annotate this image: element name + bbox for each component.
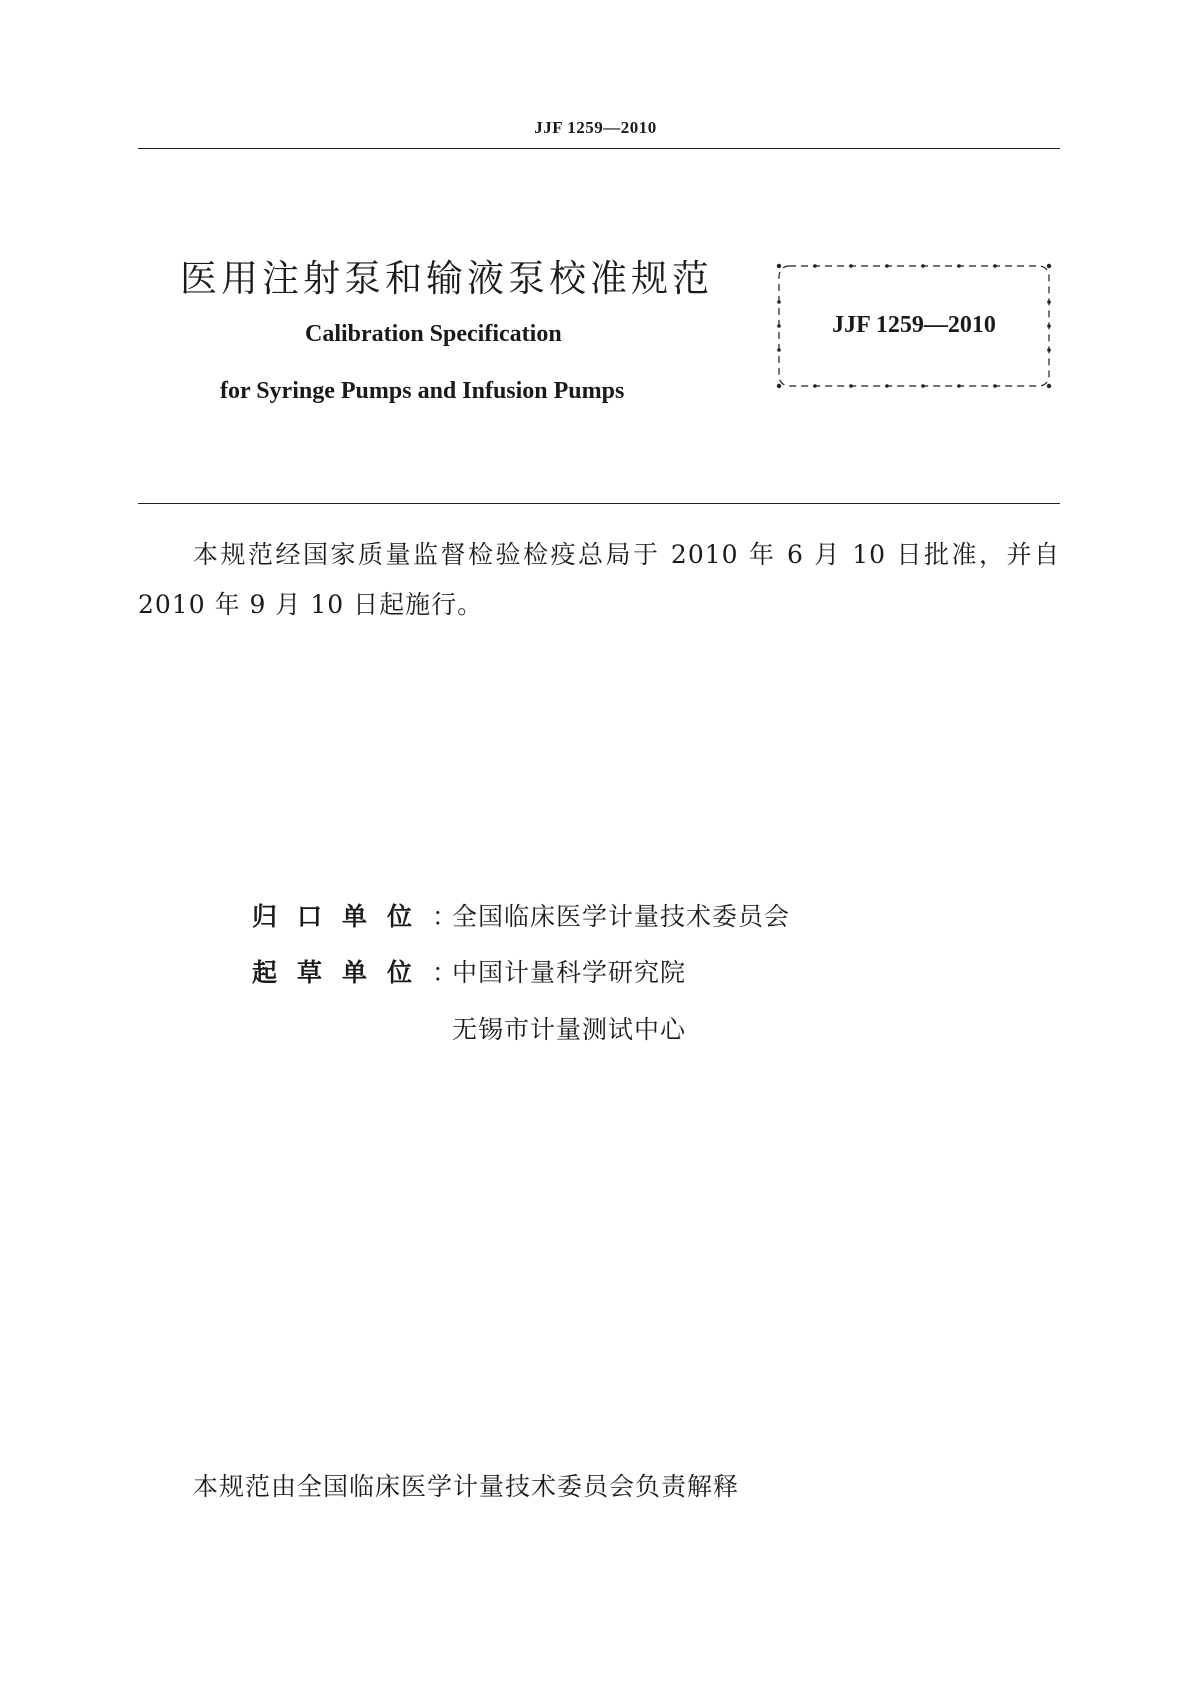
drafting-unit-label: 起草单位：	[252, 958, 458, 987]
standard-code: JJF 1259—2010	[832, 312, 996, 338]
responsible-unit-value: 全国临床医学计量技术委员会	[452, 902, 791, 931]
interpretation-note: 本规范由全国临床医学计量技术委员会负责解释	[193, 1472, 740, 1501]
title-chinese: 医用注射泵和输液泵校准规范	[180, 257, 713, 300]
responsible-unit-row	[252, 897, 790, 933]
standard-code-box	[775, 262, 1053, 390]
header-rule	[138, 148, 1060, 149]
responsible-unit-label: 归口单位：	[252, 902, 458, 931]
drafting-unit-value-2: 无锡市计量测试中心	[452, 1015, 687, 1044]
title-english-line2: for Syringe Pumps and Infusion Pumps	[220, 378, 625, 404]
approval-statement: 本规范经国家质量监督检验检疫总局于 2010 年 6 月 10 日批准，并自 2010 年 9 月 10 日起施行。	[138, 540, 1060, 619]
drafting-unit-row	[252, 953, 686, 989]
header-standard-code: JJF 1259—2010	[534, 118, 657, 137]
section-rule	[138, 503, 1060, 504]
title-english-line1: Calibration Specification	[305, 321, 562, 347]
drafting-unit-value-1: 中国计量科学研究院	[452, 958, 687, 987]
